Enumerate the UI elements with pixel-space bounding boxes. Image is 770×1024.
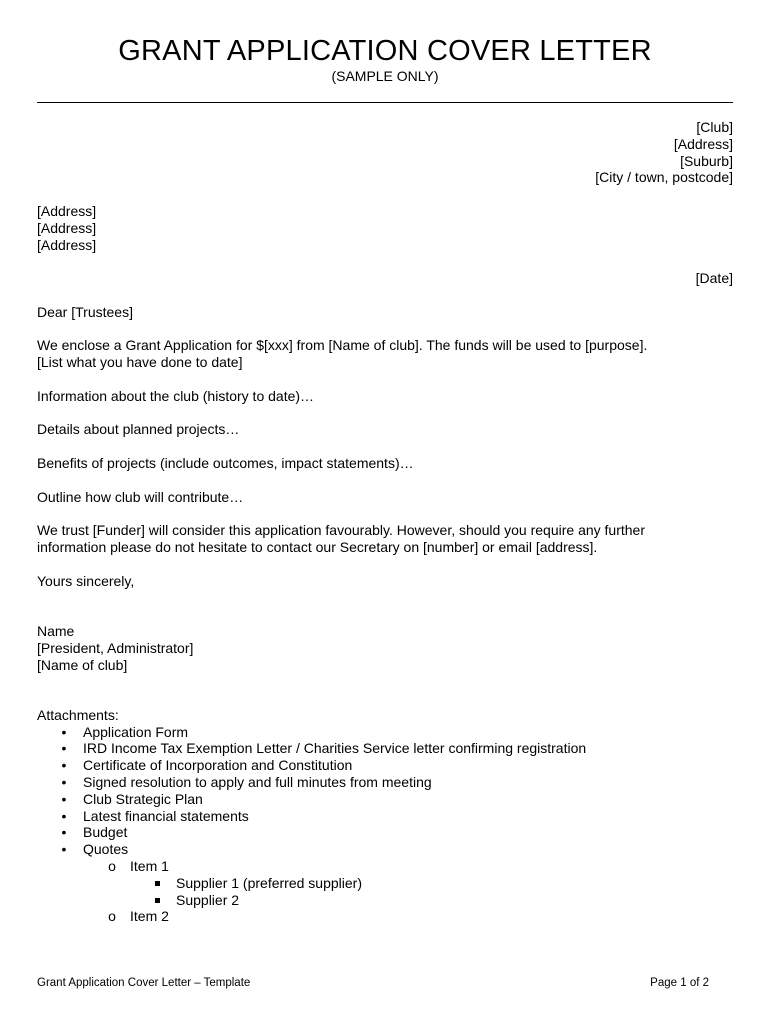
list-item: • Quotes [37, 841, 733, 858]
bullet-icon: • [61, 790, 67, 807]
sender-line: [Address] [673, 135, 733, 152]
attachments-list [37, 724, 733, 858]
paragraph-line: [List what you have done to date] [37, 354, 243, 371]
paragraph-closing-request [37, 522, 733, 556]
paragraph-line: We enclose a Grant Application for $[xxx] from [Name of club]. The funds will be used to [purpose]. [37, 337, 648, 354]
list-item: • Certificate of Incorporation and Constitution [37, 757, 733, 774]
sender-address-block [37, 119, 733, 186]
bullet-icon: • [61, 774, 67, 791]
bullet-icon: • [61, 757, 67, 774]
list-item: • Signed resolution to apply and full minutes from meeting [37, 774, 733, 791]
recipient-line: [Address] [37, 202, 97, 219]
paragraph-line: information please do not hesitate to contact our Secretary on [number] or email [address]. [37, 538, 598, 555]
paragraph-line: We trust [Funder] will consider this application favourably. However, should you require any further [37, 522, 646, 539]
bullet-icon: • [61, 824, 67, 841]
sender-line: [City / town, postcode] [595, 169, 733, 186]
recipient-address-block [37, 203, 733, 253]
document-subtitle: (SAMPLE ONLY) [331, 68, 439, 84]
recipient-line: [Address] [37, 219, 97, 236]
list-item: • IRD Income Tax Exemption Letter / Charities Service letter confirming registration [37, 740, 733, 757]
list-item: • Latest financial statements [37, 808, 733, 825]
signature-line: Name [37, 622, 75, 639]
circle-bullet-icon: o [108, 908, 116, 925]
quotes-sublist [37, 858, 733, 875]
recipient-line: [Address] [37, 236, 97, 253]
header-divider [37, 102, 733, 103]
signature-block [37, 623, 733, 673]
footer-page-number: Page 1 of 2 [650, 977, 709, 989]
salutation: Dear [Trustees] [37, 303, 133, 320]
bullet-icon: • [61, 723, 67, 740]
signature-line: [President, Administrator] [37, 639, 194, 656]
paragraph-benefits: Benefits of projects (include outcomes, impact statements)… [37, 454, 414, 471]
paragraph-projects: Details about planned projects… [37, 421, 240, 438]
circle-bullet-icon: o [108, 858, 116, 875]
list-item: • Application Form [37, 724, 733, 741]
sender-line: [Club] [696, 119, 733, 135]
sender-line: [Suburb] [680, 152, 733, 169]
sub-list-item: o Item 2 [108, 908, 169, 925]
paragraph-contribution: Outline how club will contribute… [37, 488, 244, 505]
letter-date: [Date] [695, 270, 733, 287]
bullet-icon: • [61, 807, 67, 824]
square-bullet-icon [155, 881, 160, 886]
sub-sub-list-item: Supplier 2 [37, 892, 733, 909]
suppliers-sublist [37, 875, 733, 909]
attachments-section [37, 707, 733, 925]
quotes-sublist [37, 908, 733, 925]
attachments-heading: Attachments: [37, 706, 119, 723]
list-item: • Club Strategic Plan [37, 791, 733, 808]
bullet-icon: • [61, 841, 67, 858]
list-item: • Budget [37, 824, 733, 841]
footer-document-name: Grant Application Cover Letter – Template [37, 977, 251, 989]
bullet-icon: • [61, 740, 67, 757]
sub-sub-list-item: Supplier 1 (preferred supplier) [37, 875, 733, 892]
paragraph-enclosure [37, 337, 733, 371]
paragraph-club-info: Information about the club (history to date)… [37, 387, 315, 404]
signature-line: [Name of club] [37, 656, 128, 673]
square-bullet-icon [155, 898, 160, 903]
sub-list-item: o Item 1 [108, 858, 169, 875]
document-title: GRANT APPLICATION COVER LETTER [118, 35, 652, 67]
closing: Yours sincerely, [37, 572, 135, 589]
letter-body [37, 119, 733, 925]
